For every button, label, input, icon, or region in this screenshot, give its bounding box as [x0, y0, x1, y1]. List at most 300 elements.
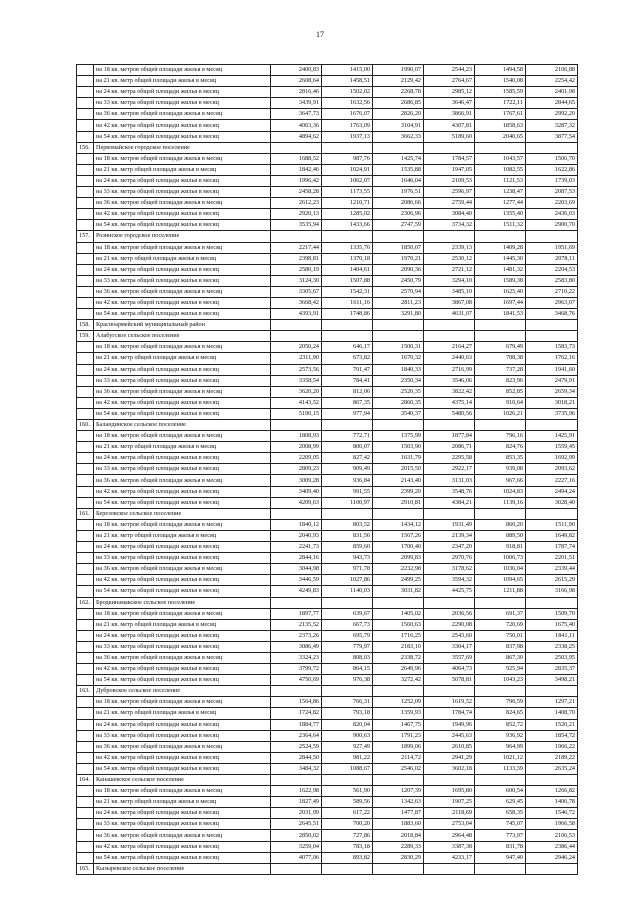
table-row: [77, 652, 578, 663]
value-cell: 1688,52: [271, 153, 322, 164]
section-number: 161.: [77, 508, 94, 519]
value-cell: 3594,32: [424, 575, 475, 586]
value-cell: 1511,90: [526, 519, 578, 530]
table-row: [77, 575, 578, 586]
row-label: на 42 кв. метра общей площади жилья в месяц: [94, 209, 271, 220]
section-number: 158.: [77, 320, 94, 331]
section-number: 163.: [77, 686, 94, 697]
value-cell: 2350,34: [373, 375, 424, 386]
row-label: на 21 кв. метр общей площади жилья в месяц: [94, 708, 271, 719]
value-cell: 1027,86: [322, 575, 373, 586]
table-row: [77, 187, 578, 198]
value-cell: 4249,83: [271, 586, 322, 597]
row-label: на 24 кв. метра общей площади жилья в месяц: [94, 87, 271, 98]
value-cell: 1408,70: [526, 708, 578, 719]
value-cell: 1631,79: [373, 453, 424, 464]
value-cell: 4233,17: [424, 852, 475, 863]
table-row: [77, 564, 578, 575]
section-name: Бродкинамакское сельское поселение: [94, 597, 271, 608]
empty-number-cell: [77, 619, 94, 630]
value-cell: 1700,40: [373, 542, 424, 553]
value-cell: 1425,91: [526, 431, 578, 442]
value-cell: 2129,42: [373, 76, 424, 87]
value-cell: 3304,17: [424, 641, 475, 652]
section-number: 160.: [77, 420, 94, 431]
section-number: 164.: [77, 775, 94, 786]
value-cell: 1433,66: [322, 220, 373, 231]
value-cell: 2289,33: [373, 841, 424, 852]
table-row: [77, 209, 578, 220]
value-cell: 1675,40: [526, 619, 578, 630]
value-cell: 3548,76: [424, 486, 475, 497]
value-cell: 1739,03: [526, 175, 578, 186]
row-label: на 42 кв. метра общей площади жилья в месяц: [94, 486, 271, 497]
empty-cell: [322, 320, 373, 331]
value-cell: 679,49: [475, 342, 526, 353]
row-label: на 36 кв. метров общей площади жилья в месяц: [94, 830, 271, 841]
value-cell: 1611,16: [322, 297, 373, 308]
value-cell: 3446,59: [271, 575, 322, 586]
value-cell: 2596,97: [424, 187, 475, 198]
value-cell: 1791,23: [373, 730, 424, 741]
empty-cell: [475, 331, 526, 342]
row-label: на 18 кв. метров общей площади жилья в месяц: [94, 608, 271, 619]
row-label: на 24 кв. метра общей площади жилья в месяц: [94, 453, 271, 464]
value-cell: 1899,06: [373, 741, 424, 752]
value-cell: 2311,90: [271, 353, 322, 364]
row-label: на 36 кв. метров общей площади жилья в месяц: [94, 109, 271, 120]
value-cell: 1434,12: [373, 519, 424, 530]
empty-number-cell: [77, 542, 94, 553]
value-cell: 4375,14: [424, 397, 475, 408]
value-cell: 2183,10: [373, 641, 424, 652]
empty-cell: [475, 686, 526, 697]
value-cell: 3867,08: [424, 297, 475, 308]
value-cell: 691,37: [475, 608, 526, 619]
empty-cell: [526, 597, 578, 608]
value-cell: 943,73: [322, 553, 373, 564]
value-cell: 600,54: [475, 786, 526, 797]
empty-cell: [424, 597, 475, 608]
value-cell: 808,03: [322, 652, 373, 663]
empty-number-cell: [77, 375, 94, 386]
empty-cell: [373, 863, 424, 874]
value-cell: 4631,07: [424, 309, 475, 320]
value-cell: 1619,52: [424, 697, 475, 708]
row-label: на 42 кв. метра общей площади жилья в месяц: [94, 120, 271, 131]
row-label: на 42 кв. метра общей площади жилья в месяц: [94, 297, 271, 308]
value-cell: 2910,81: [373, 497, 424, 508]
value-cell: 4894,62: [271, 131, 322, 142]
empty-number-cell: [77, 198, 94, 209]
value-cell: 2036,56: [424, 608, 475, 619]
row-label: на 18 кв. метров общей площади жилья в месяц: [94, 519, 271, 530]
row-label: на 36 кв. метров общей площади жилья в месяц: [94, 386, 271, 397]
value-cell: 1540,08: [475, 76, 526, 87]
value-cell: 2830,29: [373, 852, 424, 863]
value-cell: 1375,99: [373, 431, 424, 442]
value-cell: 964,99: [475, 741, 526, 752]
value-cell: 1937,13: [322, 131, 373, 142]
value-cell: 1210,71: [322, 198, 373, 209]
value-cell: 3272,42: [373, 675, 424, 686]
empty-cell: [526, 420, 578, 431]
empty-number-cell: [77, 242, 94, 253]
empty-cell: [322, 863, 373, 874]
value-cell: 2106,88: [526, 65, 578, 76]
value-cell: 3540,37: [373, 408, 424, 419]
tariff-table: [76, 64, 578, 875]
value-cell: 2087,53: [526, 187, 578, 198]
empty-number-cell: [77, 364, 94, 375]
value-cell: 2015,50: [373, 464, 424, 475]
empty-cell: [424, 320, 475, 331]
table-row: [77, 797, 578, 808]
value-cell: 2479,91: [526, 375, 578, 386]
value-cell: 2970,76: [424, 553, 475, 564]
value-cell: 2090,36: [373, 264, 424, 275]
value-cell: 1502,02: [322, 87, 373, 98]
value-cell: 1006,73: [475, 553, 526, 564]
row-label: на 33 кв. метра общей площади жилья в месяц: [94, 98, 271, 109]
value-cell: 2920,13: [271, 209, 322, 220]
section-row: [77, 863, 578, 874]
empty-number-cell: [77, 408, 94, 419]
row-label: на 42 кв. метра общей площади жилья в месяц: [94, 575, 271, 586]
value-cell: 2811,23: [373, 297, 424, 308]
value-cell: 793,18: [322, 708, 373, 719]
value-cell: 772,71: [322, 431, 373, 442]
value-cell: 4307,81: [424, 120, 475, 131]
value-cell: 1404,61: [322, 264, 373, 275]
table-row: [77, 253, 578, 264]
table-row: [77, 542, 578, 553]
empty-number-cell: [77, 120, 94, 131]
table-row: [77, 497, 578, 508]
value-cell: 1697,44: [475, 297, 526, 308]
value-cell: 1646,04: [373, 175, 424, 186]
table-row: [77, 630, 578, 641]
row-label: на 21 кв. метр общей площади жилья в месяц: [94, 76, 271, 87]
section-row: [77, 686, 578, 697]
empty-cell: [424, 508, 475, 519]
empty-number-cell: [77, 641, 94, 652]
value-cell: 2201,51: [526, 553, 578, 564]
empty-number-cell: [77, 164, 94, 175]
value-cell: 1850,07: [373, 242, 424, 253]
empty-cell: [322, 686, 373, 697]
value-cell: 3009,28: [271, 475, 322, 486]
value-cell: 2232,98: [373, 564, 424, 575]
value-cell: 2295,58: [424, 453, 475, 464]
table-row: [77, 786, 578, 797]
value-cell: 3484,32: [271, 763, 322, 774]
table-row: [77, 175, 578, 186]
value-cell: 1560,63: [373, 619, 424, 630]
value-cell: 1784,57: [424, 153, 475, 164]
value-cell: 2040,93: [271, 530, 322, 541]
value-cell: 3668,42: [271, 297, 322, 308]
value-cell: 1949,96: [424, 719, 475, 730]
value-cell: 2339,13: [424, 242, 475, 253]
value-cell: 910,64: [475, 397, 526, 408]
value-cell: 2759,44: [424, 198, 475, 209]
empty-cell: [424, 420, 475, 431]
value-cell: 1415,00: [322, 65, 373, 76]
empty-cell: [271, 320, 322, 331]
row-label: на 24 кв. метра общей площади жилья в месяц: [94, 364, 271, 375]
value-cell: 2086,71: [424, 442, 475, 453]
value-cell: 939,08: [475, 464, 526, 475]
value-cell: 812,06: [322, 386, 373, 397]
value-cell: 3822,42: [424, 386, 475, 397]
value-cell: 2544,23: [424, 65, 475, 76]
empty-number-cell: [77, 220, 94, 231]
value-cell: 1724,82: [271, 708, 322, 719]
value-cell: 1088,67: [322, 763, 373, 774]
value-cell: 864,15: [322, 664, 373, 675]
value-cell: 2217,44: [271, 242, 322, 253]
value-cell: 1649,82: [526, 530, 578, 541]
value-cell: 1883,60: [373, 819, 424, 830]
empty-cell: [526, 508, 578, 519]
empty-number-cell: [77, 286, 94, 297]
value-cell: 1133,39: [475, 763, 526, 774]
value-cell: 1425,74: [373, 153, 424, 164]
value-cell: 695,79: [322, 630, 373, 641]
value-cell: 3498,21: [526, 675, 578, 686]
empty-cell: [373, 231, 424, 242]
value-cell: 1625,40: [475, 286, 526, 297]
empty-cell: [271, 686, 322, 697]
value-cell: 3104,91: [373, 120, 424, 131]
value-cell: 3877,54: [526, 131, 578, 142]
page-number: 17: [316, 30, 324, 39]
empty-number-cell: [77, 852, 94, 863]
empty-number-cell: [77, 741, 94, 752]
table-row: [77, 297, 578, 308]
table-row: [77, 608, 578, 619]
value-cell: 1062,07: [322, 175, 373, 186]
row-label: на 54 кв. метра общей площади жилья в месяц: [94, 586, 271, 597]
table-row: [77, 752, 578, 763]
value-cell: 1840,33: [373, 364, 424, 375]
empty-number-cell: [77, 109, 94, 120]
value-cell: 977,94: [322, 408, 373, 419]
value-cell: 893,82: [322, 852, 373, 863]
table-row: [77, 120, 578, 131]
row-label: на 42 кв. метра общей площади жилья в месяц: [94, 752, 271, 763]
value-cell: 2900,70: [526, 220, 578, 231]
empty-number-cell: [77, 453, 94, 464]
value-cell: 803,52: [322, 519, 373, 530]
empty-cell: [322, 331, 373, 342]
value-cell: 1622,86: [526, 164, 578, 175]
value-cell: 2964,48: [424, 830, 475, 841]
value-cell: 2078,11: [526, 253, 578, 264]
row-label: на 42 кв. метра общей площади жилья в месяц: [94, 841, 271, 852]
row-label: на 33 кв. метра общей площади жилья в месяц: [94, 730, 271, 741]
table-row: [77, 164, 578, 175]
empty-number-cell: [77, 309, 94, 320]
value-cell: 1266,82: [526, 786, 578, 797]
empty-cell: [322, 142, 373, 153]
value-cell: 720,69: [475, 619, 526, 630]
value-cell: 971,78: [322, 564, 373, 575]
value-cell: 2164,27: [424, 342, 475, 353]
value-cell: 589,56: [322, 797, 373, 808]
value-cell: 2844,65: [526, 98, 578, 109]
row-label: на 54 кв. метра общей площади жилья в месяц: [94, 675, 271, 686]
value-cell: 1359,93: [373, 708, 424, 719]
value-cell: 2716,99: [424, 364, 475, 375]
value-cell: 2189,22: [526, 752, 578, 763]
table-row: [77, 719, 578, 730]
value-cell: 1511,32: [475, 220, 526, 231]
table-row: [77, 619, 578, 630]
value-cell: 2364,64: [271, 730, 322, 741]
row-label: на 54 кв. метра общей площади жилья в месяц: [94, 220, 271, 231]
value-cell: 3086,49: [271, 641, 322, 652]
value-cell: 1506,70: [526, 153, 578, 164]
value-cell: 2347,20: [424, 542, 475, 553]
value-cell: 1966,58: [526, 819, 578, 830]
value-cell: 3166,98: [526, 586, 578, 597]
empty-number-cell: [77, 652, 94, 663]
empty-cell: [373, 331, 424, 342]
value-cell: 2339,44: [526, 564, 578, 575]
value-cell: 1477,87: [373, 808, 424, 819]
value-cell: 2290,08: [424, 619, 475, 630]
value-cell: 2399,20: [373, 486, 424, 497]
row-label: на 21 кв. метр общей площади жилья в месяц: [94, 353, 271, 364]
empty-cell: [373, 597, 424, 608]
empty-number-cell: [77, 386, 94, 397]
value-cell: 859,60: [322, 542, 373, 553]
value-cell: 800,07: [322, 442, 373, 453]
empty-cell: [526, 320, 578, 331]
value-cell: 824,65: [475, 708, 526, 719]
value-cell: 3259,04: [271, 841, 322, 852]
value-cell: 3439,91: [271, 98, 322, 109]
empty-cell: [424, 331, 475, 342]
value-cell: 1494,58: [475, 65, 526, 76]
value-cell: 617,22: [322, 808, 373, 819]
empty-number-cell: [77, 98, 94, 109]
empty-cell: [475, 863, 526, 874]
value-cell: 1238,47: [475, 187, 526, 198]
value-cell: 4077,06: [271, 852, 322, 863]
value-cell: 824,76: [475, 442, 526, 453]
value-cell: 5190,15: [271, 408, 322, 419]
value-cell: 1787,74: [526, 542, 578, 553]
value-cell: 3646,47: [424, 98, 475, 109]
empty-number-cell: [77, 630, 94, 641]
value-cell: 796,59: [475, 697, 526, 708]
value-cell: 852,72: [475, 719, 526, 730]
empty-number-cell: [77, 175, 94, 186]
value-cell: 3018,21: [526, 397, 578, 408]
empty-number-cell: [77, 730, 94, 741]
value-cell: 3546,06: [424, 375, 475, 386]
table-row: [77, 353, 578, 364]
empty-number-cell: [77, 575, 94, 586]
value-cell: 831,78: [475, 841, 526, 852]
value-cell: 1763,09: [322, 120, 373, 131]
table-row: [77, 198, 578, 209]
value-cell: 1024,83: [475, 486, 526, 497]
table-row: [77, 675, 578, 686]
value-cell: 1722,11: [475, 98, 526, 109]
value-cell: 3620,20: [271, 386, 322, 397]
row-label: на 21 кв. метр общей площади жилья в месяц: [94, 253, 271, 264]
row-label: на 21 кв. метр общей площади жилья в месяц: [94, 164, 271, 175]
empty-number-cell: [77, 586, 94, 597]
empty-number-cell: [77, 819, 94, 830]
value-cell: 779,97: [322, 641, 373, 652]
value-cell: 3028,40: [526, 497, 578, 508]
table-row: [77, 464, 578, 475]
value-cell: 2373,26: [271, 630, 322, 641]
value-cell: 3287,32: [526, 120, 578, 131]
section-row: [77, 508, 578, 519]
value-cell: 1121,53: [475, 175, 526, 186]
value-cell: 1140,03: [322, 586, 373, 597]
value-cell: 4384,21: [424, 497, 475, 508]
value-cell: 2099,83: [373, 553, 424, 564]
value-cell: 820,04: [322, 719, 373, 730]
value-cell: 2963,07: [526, 297, 578, 308]
table-row: [77, 530, 578, 541]
table-row: [77, 220, 578, 231]
value-cell: 976,38: [322, 675, 373, 686]
empty-number-cell: [77, 763, 94, 774]
row-label: на 54 кв. метра общей площади жилья в месяц: [94, 131, 271, 142]
value-cell: 837,98: [475, 641, 526, 652]
value-cell: 2306,96: [373, 209, 424, 220]
value-cell: 2610,85: [424, 741, 475, 752]
value-cell: 1951,69: [526, 242, 578, 253]
value-cell: 1941,60: [526, 364, 578, 375]
value-cell: 2458,28: [271, 187, 322, 198]
value-cell: 2809,23: [271, 464, 322, 475]
row-label: на 54 кв. метра общей площади жилья в месяц: [94, 763, 271, 774]
row-label: на 42 кв. метра общей площади жилья в месяц: [94, 397, 271, 408]
empty-cell: [373, 142, 424, 153]
row-label: на 36 кв. метров общей площади жилья в месяц: [94, 652, 271, 663]
value-cell: 867,35: [322, 397, 373, 408]
value-cell: 1503,90: [373, 442, 424, 453]
value-cell: 2645,51: [271, 819, 322, 830]
table-row: [77, 275, 578, 286]
value-cell: 2338,72: [373, 652, 424, 663]
value-cell: 1520,21: [526, 719, 578, 730]
empty-number-cell: [77, 464, 94, 475]
empty-number-cell: [77, 708, 94, 719]
empty-number-cell: [77, 752, 94, 763]
value-cell: 1445,30: [475, 253, 526, 264]
value-cell: 1966,22: [526, 741, 578, 752]
empty-number-cell: [77, 608, 94, 619]
value-cell: 2612,23: [271, 198, 322, 209]
table-row: [77, 65, 578, 76]
empty-cell: [424, 863, 475, 874]
section-name: Березовское сельское поселение: [94, 508, 271, 519]
table-row: [77, 109, 578, 120]
value-cell: 2764,67: [424, 76, 475, 87]
row-label: на 33 кв. метра общей площади жилья в месяц: [94, 641, 271, 652]
value-cell: 2398,81: [271, 253, 322, 264]
